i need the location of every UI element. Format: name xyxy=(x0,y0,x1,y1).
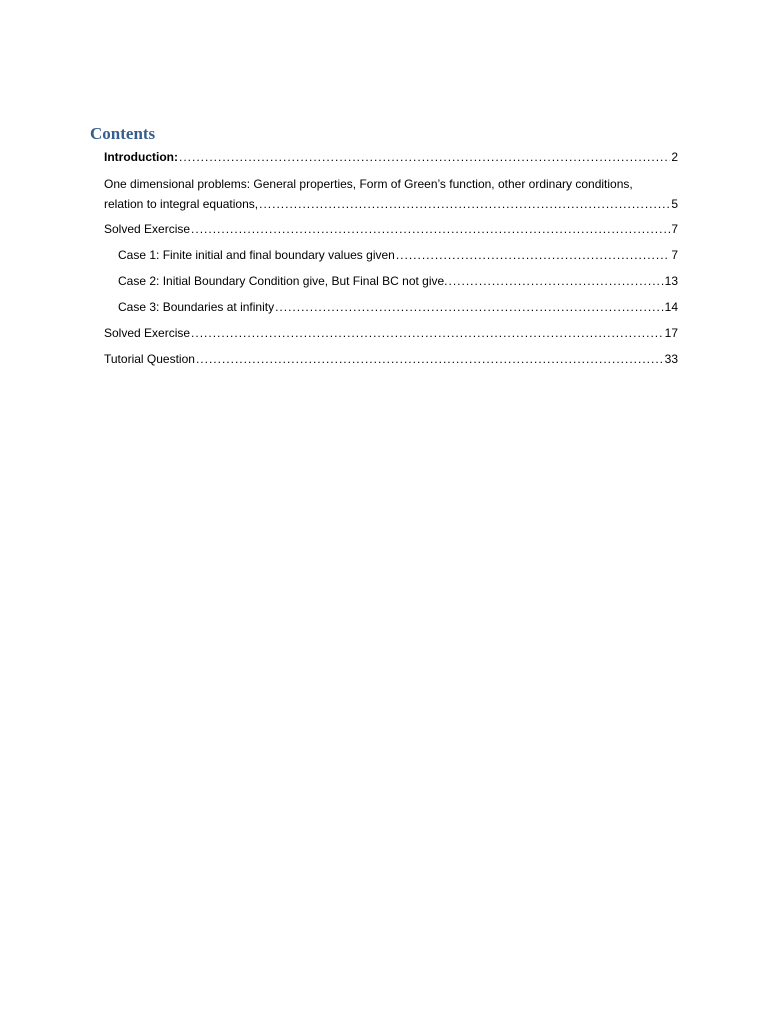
toc-entry-tutorial-question[interactable] xyxy=(104,349,678,369)
toc-page-number: 5 xyxy=(671,197,678,211)
toc-leader-dots xyxy=(449,271,664,291)
toc-entry-title: Solved Exercise xyxy=(104,326,191,340)
toc-entry-title-line2: relation to integral equations, xyxy=(104,197,259,211)
toc-leader-dots xyxy=(191,219,670,239)
toc-page-number: 17 xyxy=(664,326,678,340)
toc-entry-introduction[interactable] xyxy=(104,147,678,167)
toc-entry-case-1[interactable] xyxy=(104,245,678,265)
toc-entry-solved-exercise[interactable] xyxy=(104,219,678,239)
table-of-contents xyxy=(104,147,678,369)
toc-entry-case-3[interactable] xyxy=(104,297,678,317)
toc-entry-title: Case 2: Initial Boundary Condition give, But Final BC not give. xyxy=(118,274,448,288)
toc-leader-dots xyxy=(196,349,664,369)
toc-leader-dots xyxy=(179,147,670,167)
toc-leader-dots xyxy=(259,194,670,214)
toc-entry-title: Introduction: xyxy=(104,150,178,164)
toc-entry-title: Case 3: Boundaries at infinity xyxy=(118,300,275,314)
toc-entry-title: Case 1: Finite initial and final boundary values given xyxy=(118,248,395,262)
toc-entry-title: Solved Exercise xyxy=(104,222,191,236)
toc-entry-case-2[interactable] xyxy=(104,271,678,291)
toc-entry-one-dimensional-problems[interactable] xyxy=(104,174,678,214)
toc-leader-dots xyxy=(275,297,664,317)
toc-entry-solved-exercise-2[interactable] xyxy=(104,323,678,343)
toc-leader-dots xyxy=(396,245,670,265)
toc-page-number: 13 xyxy=(664,274,678,288)
toc-leader-dots xyxy=(191,323,664,343)
toc-page-number: 7 xyxy=(671,222,678,236)
toc-page-number: 2 xyxy=(671,150,678,164)
toc-page-number: 14 xyxy=(664,300,678,314)
toc-entry-title: Tutorial Question xyxy=(104,352,195,366)
toc-page-number: 33 xyxy=(664,352,678,366)
toc-entry-title-line1: One dimensional problems: General properties, Form of Green’s function, other ordinary conditions, xyxy=(104,177,633,191)
toc-page-number: 7 xyxy=(671,248,678,262)
toc-heading: Contents xyxy=(90,124,156,143)
